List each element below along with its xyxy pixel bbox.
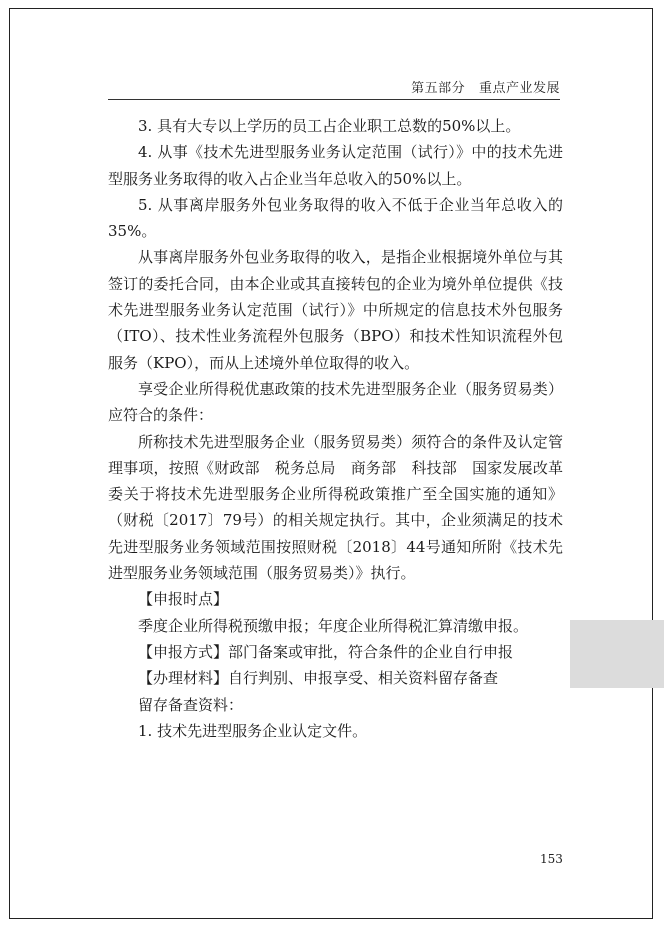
paragraph-criterion-5: 5. 从事离岸服务外包业务取得的收入不低于企业当年总收入的35%。 [108, 195, 563, 241]
paragraph-conditions-intro: 享受企业所得税优惠政策的技术先进型服务企业（服务贸易类）应符合的条件： [108, 379, 563, 425]
paragraph-criterion-3: 3. 具有大专以上学历的员工占企业职工总数的50%以上。 [138, 117, 521, 135]
header-rule [108, 99, 560, 100]
paragraph-retained-docs: 留存备查资料： [138, 695, 244, 714]
paragraph-doc-item-1: 1. 技术先进型服务企业认定文件。 [138, 721, 368, 740]
paragraph-criterion-4: 4. 从事《技术先进型服务业务认定范围（试行）》中的技术先进型服务业务取得的收入占企业当年总收入的50%以上。 [108, 143, 563, 188]
paragraph-filing-time: 季度企业所得税预缴申报；年度企业所得税汇算清缴申报。 [138, 616, 529, 635]
running-header [411, 77, 560, 96]
paragraph-filing-method: 【申报方式】部门备案或审批，符合条件的企业自行申报 [138, 642, 514, 661]
paragraph-conditions-detail: 所称技术先进型服务企业（服务贸易类）须符合的条件及认定管理事项，按照《财政部 税务总局 商务部 科技部 国家发展改革委关于将技术先进型服务企业所得税政策推广至全国实施的通知》（财税〔2017〕79号）的相关规定执行。其中，企业须满足的技术先进型服务业务领域范围按照财税〔2018〕44号通知所附《技术先进型服务业务领域范围（服务贸易类）》执行。 [108, 432, 563, 583]
header-section: 第五部分 [411, 81, 466, 96]
heading-filing-time: 【申报时点】 [138, 590, 229, 609]
paragraph-offshore-definition: 从事离岸服务外包业务取得的收入，是指企业根据境外单位与其签订的委托合同，由本企业或其直接转包的企业为境外单位提供《技术先进型服务业务认定范围（试行）》中所规定的信息技术外包服务（ITO）、技术性业务流程外包服务（BPO）和技术性知识流程外包服务（KPO），而从上述境外单位取得的收入。 [108, 248, 563, 372]
page-number: 153 [540, 852, 563, 866]
header-title: 重点产业发展 [478, 81, 560, 96]
side-thumb-tab [570, 620, 664, 688]
paragraph-materials: 【办理材料】自行判别、申报享受、相关资料留存备查 [138, 669, 499, 688]
body-text [108, 113, 563, 744]
